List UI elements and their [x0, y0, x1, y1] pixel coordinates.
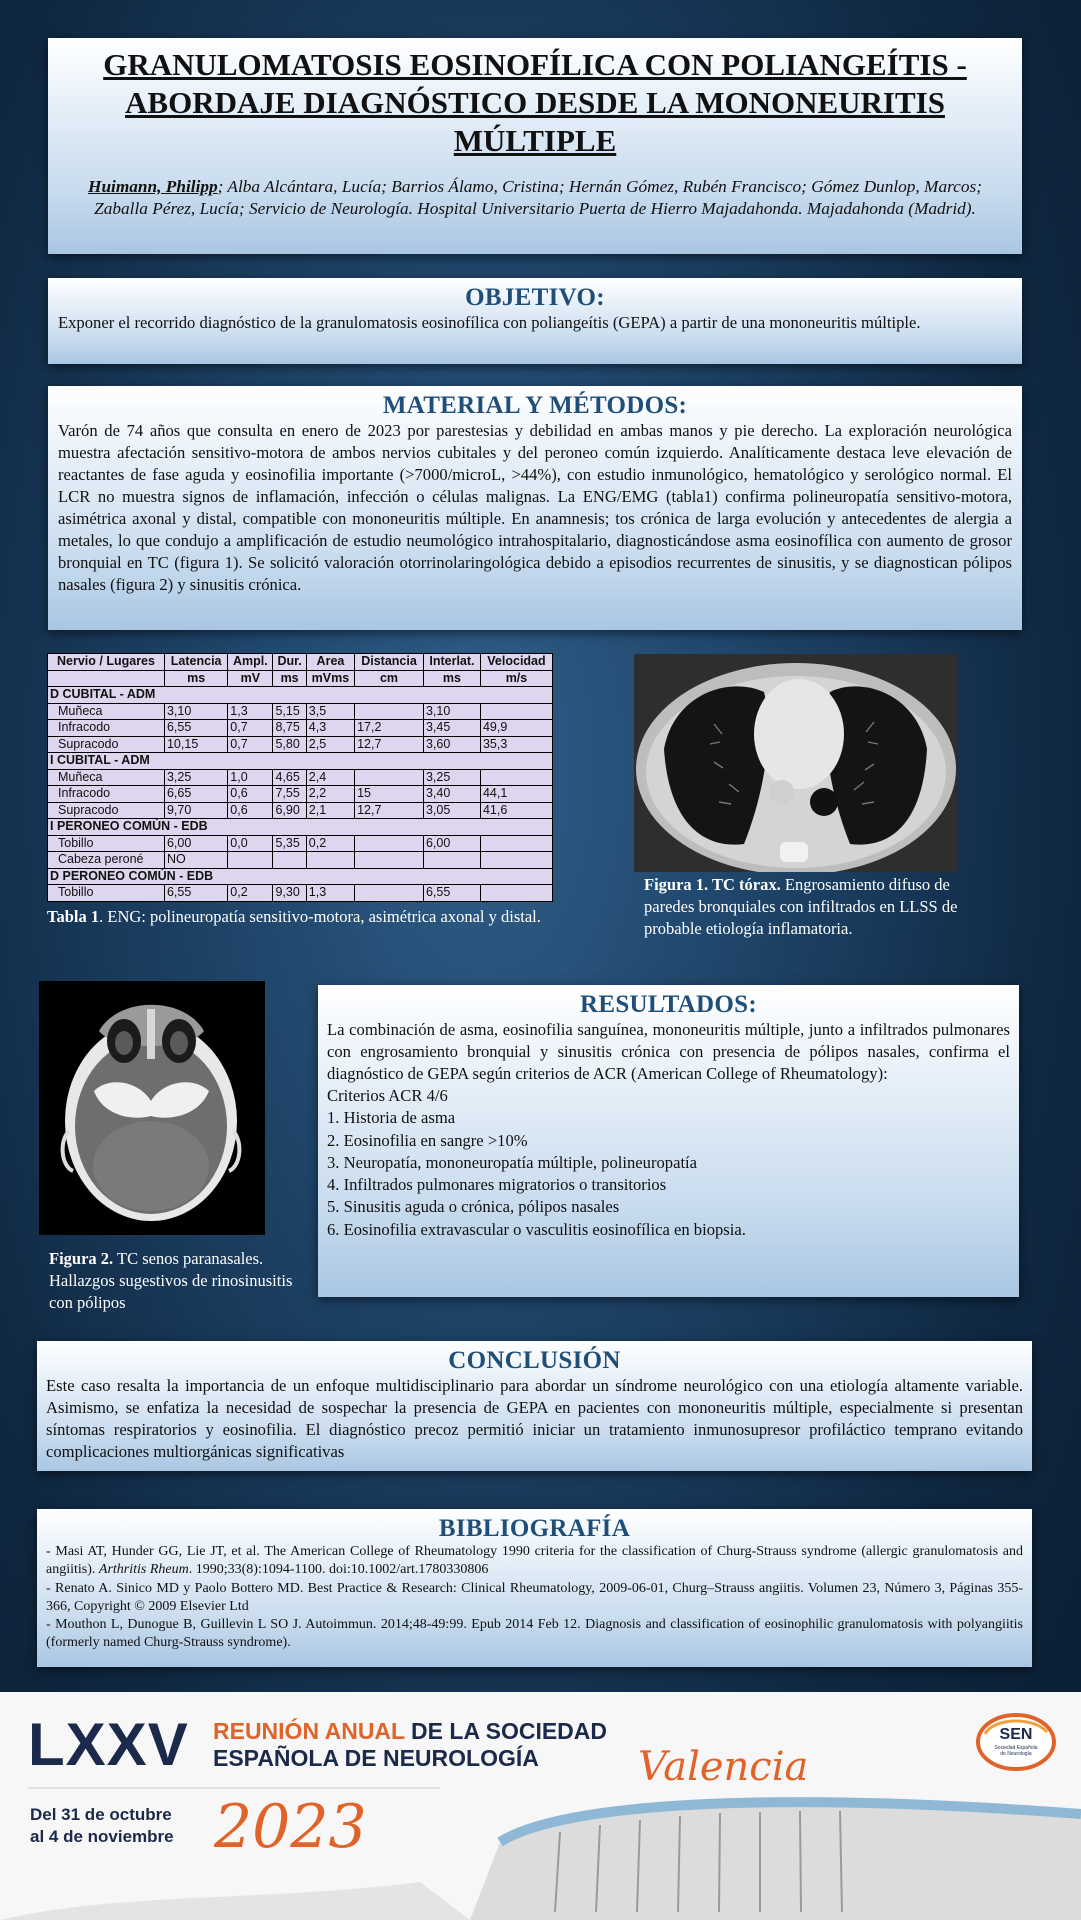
- table-header-cell: Velocidad: [480, 654, 552, 671]
- meeting-name-line-1: [213, 1718, 607, 1745]
- table-unit-cell: mV: [228, 670, 273, 687]
- eng-table-block: [47, 653, 553, 928]
- table-cell: 4,65: [273, 769, 306, 786]
- table-cell: 1,3: [306, 885, 354, 902]
- criteria-title: Criterios ACR 4/6: [327, 1086, 448, 1105]
- figure2-caption-label: Figura 2.: [49, 1249, 114, 1268]
- sen-logo-subtitle-2: de Neurología: [1000, 1751, 1032, 1757]
- table-cell: 6,00: [164, 835, 227, 852]
- table-cell: 2,4: [306, 769, 354, 786]
- table-cell: 9,30: [273, 885, 306, 902]
- table-unit-cell: m/s: [480, 670, 552, 687]
- table-section-row: [48, 687, 553, 704]
- bibliography-heading: BIBLIOGRAFÍA: [438, 1515, 631, 1542]
- table-cell: 15: [355, 786, 424, 803]
- table-unit-cell: ms: [273, 670, 306, 687]
- table-cell: 2,1: [306, 802, 354, 819]
- table-cell: [480, 769, 552, 786]
- criteria-item: 4. Infiltrados pulmonares migratorios o transitorios: [327, 1175, 667, 1195]
- table-body: [48, 687, 553, 902]
- table-header-cell: Ampl.: [228, 654, 273, 671]
- table-header-cell: Interlat.: [423, 654, 480, 671]
- table-cell: 3,05: [423, 802, 480, 819]
- table-cell: [355, 835, 424, 852]
- table-cell: 6,55: [423, 885, 480, 902]
- table-row: [48, 852, 553, 869]
- table-cell: 0,6: [228, 786, 273, 803]
- table-header-cell: Latencia: [164, 654, 227, 671]
- edition-numeral: LXXV: [28, 1711, 189, 1778]
- table-cell: 8,75: [273, 720, 306, 737]
- meeting-name-line-2: ESPAÑOLA DE NEUROLOGÍA: [213, 1745, 539, 1771]
- criteria-list: [327, 1107, 1010, 1241]
- objetivo-text: Exponer el recorrido diagnóstico de la granulomatosis eosinofílica con poliangeítis (GEPA) a partir de una mononeuritis múltiple.: [58, 313, 921, 332]
- meeting-name-navy: DE LA SOCIEDAD: [404, 1718, 607, 1744]
- table-cell: 1,0: [228, 769, 273, 786]
- figure1-caption-label: Figura 1. TC tórax.: [644, 875, 781, 894]
- table-cell: NO: [164, 852, 227, 869]
- co-authors-affiliation: ; Alba Alcántara, Lucía; Barrios Álamo, Cristina; Hernán Gómez, Rubén Francisco; Gómez Dunlop, Marcos; Zaballa Pérez, Lucía; Servicio de Neurología. Hospital Universitario Puerta de Hierro Majadahonda. Majadahonda (Madrid).: [94, 177, 982, 218]
- table-unit-cell: mVms: [306, 670, 354, 687]
- objetivo-heading: OBJETIVO:: [465, 284, 605, 311]
- reference-1: [46, 1543, 1023, 1580]
- meeting-name-orange: REUNIÓN ANUAL: [213, 1718, 405, 1744]
- conclusion-panel: [37, 1341, 1032, 1471]
- table-cell: [355, 852, 424, 869]
- meeting-date-start: Del 31 de octubre: [30, 1805, 172, 1824]
- table-cell: Tobillo: [48, 835, 165, 852]
- table-section-name: D PERONEO COMÚN - EDB: [48, 868, 553, 885]
- meeting-city: Valencia: [638, 1744, 809, 1790]
- meeting-dates: [30, 1804, 174, 1848]
- criteria-item: 1. Historia de asma: [327, 1108, 456, 1128]
- material-text: Varón de 74 años que consulta en enero de 2023 por parestesias y debilidad en ambas manos y pie derecho. La exploración neurológica muestra afectación sensitivo-motora de ambos nervios cubitales y del peroneo común izquierdo. Analíticamente destaca leve elevación de reactantes de fase aguda y eosinofilia importante (>7000/microL, >44%), con estudio inmunológico, hematológico y serológico normal. El LCR no muestra signos de inflamación, infección o células malignas. La ENG/EMG (tabla1) confirma polineuropatía sensitivo-motora, asimétrica axonal y distal, compatible con mononeuritis múltiple. En anamnesis; tos crónica de larga evolución y antecedentes de alergia a metales, lo que condujo a amplificación de estudio neumológico intrahospitalario, diagnosticándose asma eosinofílica con aumento de grosor bronquial en TC (figura 1). Se solicitó valoración otorrinolaringológica debido a episodios recurrentes de sinusitis, y se diagnostican pólipos nasales (figura 2) y sinusitis crónica.: [58, 421, 1012, 594]
- table-section-name: I CUBITAL - ADM: [48, 753, 553, 770]
- table-cell: 6,65: [164, 786, 227, 803]
- figure2-caption-text: TC senos paranasales. Hallazgos sugestivos de rinosinusitis con pólipos: [49, 1249, 293, 1312]
- material-heading: MATERIAL Y MÉTODOS:: [382, 392, 688, 419]
- meeting-year: 2023: [214, 1792, 367, 1862]
- figure2-caption: [49, 1248, 319, 1314]
- figure1-caption: [644, 874, 974, 940]
- table-cell: 1,3: [228, 703, 273, 720]
- sen-logo-subtitle-1: Sociedad Española: [994, 1745, 1038, 1751]
- table-header-cell: Area: [306, 654, 354, 671]
- resultados-heading: RESULTADOS:: [580, 991, 757, 1018]
- table-cell: Tobillo: [48, 885, 165, 902]
- table-cell: [480, 852, 552, 869]
- table-cell: 49,9: [480, 720, 552, 737]
- table-cell: 3,45: [423, 720, 480, 737]
- poster-title-line-3: MÚLTIPLE: [453, 123, 617, 158]
- table-header-cell: Dur.: [273, 654, 306, 671]
- table-row: [48, 835, 553, 852]
- table-row: [48, 885, 553, 902]
- poster-title-line-2: ABORDAJE DIAGNÓSTICO DESDE LA MONONEURITIS: [125, 85, 945, 120]
- table-cell: 0,7: [228, 720, 273, 737]
- criteria-item: 2. Eosinofilia en sangre >10%: [327, 1130, 528, 1150]
- table-cell: 3,10: [423, 703, 480, 720]
- table-cell: 6,55: [164, 885, 227, 902]
- table-cell: 12,7: [355, 802, 424, 819]
- table-caption: [47, 906, 553, 928]
- table-header-cell: Distancia: [355, 654, 424, 671]
- table-cell: Infracodo: [48, 786, 165, 803]
- table-cell: 9,70: [164, 802, 227, 819]
- table-cell: [355, 769, 424, 786]
- table-section-name: D CUBITAL - ADM: [48, 687, 553, 704]
- table-unit-cell: ms: [423, 670, 480, 687]
- table-cell: 3,25: [423, 769, 480, 786]
- table-units-row: [48, 670, 553, 687]
- table-unit-cell: cm: [355, 670, 424, 687]
- table-cell: Muñeca: [48, 703, 165, 720]
- reference-1-details: . 1990;33(8):1094-1100. doi:10.1002/art.1780330806: [188, 1562, 489, 1578]
- table-section-row: [48, 753, 553, 770]
- reference-1-text: - Masi AT, Hunder GG, Lie JT, et al. The American College of Rheumatology 1990 criteria for the classification of Churg-Strauss syndrome (allergic granulomatosis and angiitis).: [46, 1544, 1023, 1578]
- table-unit-cell: ms: [164, 670, 227, 687]
- table-cell: 0,2: [228, 885, 273, 902]
- table-cell: 6,00: [423, 835, 480, 852]
- ct-sinus-image: [39, 981, 265, 1235]
- table-cell: 3,10: [164, 703, 227, 720]
- table-cell: 6,55: [164, 720, 227, 737]
- table-unit-cell: [48, 670, 165, 687]
- table-row: [48, 703, 553, 720]
- table-cell: [480, 885, 552, 902]
- congress-banner: [0, 1692, 1081, 1920]
- criteria-item: 6. Eosinofilia extravascular o vasculitis eosinofílica en biopsia.: [327, 1219, 746, 1239]
- objetivo-panel: [48, 278, 1022, 364]
- meeting-date-end: al 4 de noviembre: [30, 1827, 174, 1846]
- lead-author: Huimann, Philipp: [88, 177, 218, 196]
- table-caption-label: Tabla 1: [47, 906, 100, 926]
- table-cell: 5,35: [273, 835, 306, 852]
- reference-2: - Renato A. Sinico MD y Paolo Bottero MD. Best Practice & Research: Clinical Rheumatology, 2009-06-01, Churg–Strauss angiitis. Volumen 23, Número 3, Páginas 355-366, Copyright © 2009 Elsevier Ltd: [46, 1580, 1023, 1614]
- table-cell: [480, 835, 552, 852]
- table-cell: [273, 852, 306, 869]
- table-row: [48, 736, 553, 753]
- table-cell: 5,80: [273, 736, 306, 753]
- sen-logo-text: SEN: [999, 1726, 1033, 1743]
- table-cell: 0,2: [306, 835, 354, 852]
- table-cell: [355, 703, 424, 720]
- table-cell: 2,2: [306, 786, 354, 803]
- reference-3: - Mouthon L, Dunogue B, Guillevin L SO J. Autoimmun. 2014;48-49:99. Epub 2014 Feb 12. Diagnosis and classification of eosinophilic granulomatosis with polyangiitis (formerly named Churg-Strauss syndrome).: [46, 1617, 1023, 1651]
- table-header-cell: Nervio / Lugares: [48, 654, 165, 671]
- table-cell: 0,7: [228, 736, 273, 753]
- resultados-panel: [318, 985, 1019, 1297]
- sen-logo: [973, 1712, 1059, 1772]
- table-cell: [306, 852, 354, 869]
- material-panel: [48, 386, 1022, 630]
- table-cell: 6,90: [273, 802, 306, 819]
- table-cell: [228, 852, 273, 869]
- table-cell: 7,55: [273, 786, 306, 803]
- table-row: [48, 720, 553, 737]
- table-cell: 3,60: [423, 736, 480, 753]
- table-cell: 2,5: [306, 736, 354, 753]
- table-cell: [423, 852, 480, 869]
- table-cell: 3,40: [423, 786, 480, 803]
- table-cell: 5,15: [273, 703, 306, 720]
- table-cell: Cabeza peroné: [48, 852, 165, 869]
- authors: [72, 176, 998, 220]
- table-cell: 4,3: [306, 720, 354, 737]
- table-cell: 12,7: [355, 736, 424, 753]
- table-section-row: [48, 868, 553, 885]
- table-cell: 10,15: [164, 736, 227, 753]
- table-caption-text: . ENG: polineuropatía sensitivo-motora, asimétrica axonal y distal.: [99, 906, 541, 926]
- table-cell: Muñeca: [48, 769, 165, 786]
- sen-logo-subtitle: [973, 1745, 1059, 1757]
- table-cell: Infracodo: [48, 720, 165, 737]
- table-cell: Supracodo: [48, 802, 165, 819]
- table-cell: [480, 703, 552, 720]
- table-cell: 44,1: [480, 786, 552, 803]
- title-panel: [48, 38, 1022, 254]
- table-cell: 0,0: [228, 835, 273, 852]
- table-cell: 41,6: [480, 802, 552, 819]
- conclusion-heading: CONCLUSIÓN: [448, 1347, 621, 1374]
- criteria-item: 5. Sinusitis aguda o crónica, pólipos nasales: [327, 1197, 620, 1217]
- table-cell: Supracodo: [48, 736, 165, 753]
- conclusion-text: Este caso resalta la importancia de un enfoque multidisciplinario para abordar un síndrome neurológico con una etiología altamente variable. Asimismo, se enfatiza la necesidad de sospechar la presencia de GEPA en pacientes con mononeuritis múltiple, especialmente si presentan síntomas respiratorios y eosinofilia. El diagnóstico precoz permitió iniciar un tratamiento inmunosupresor profiláctico temprano evitando complicaciones multiorgánicas significativas: [46, 1376, 1023, 1461]
- table-cell: 17,2: [355, 720, 424, 737]
- table-cell: 3,25: [164, 769, 227, 786]
- table-row: [48, 786, 553, 803]
- ct-thorax-image: [634, 654, 957, 872]
- eng-table: [47, 653, 553, 902]
- poster-title-line-1: GRANULOMATOSIS EOSINOFÍLICA CON POLIANGEÍTIS -: [103, 47, 967, 82]
- table-cell: 0,6: [228, 802, 273, 819]
- table-row: [48, 769, 553, 786]
- resultados-intro: La combinación de asma, eosinofilia sanguínea, mononeuritis múltiple, junto a infiltrados pulmonares con engrosamiento bronquial y sinusitis crónica con presencia de pólipos nasales, confirma el diagnóstico de GEPA según criterios de ACR (American College of Rheumatology):: [327, 1020, 1010, 1083]
- table-header-row: [48, 654, 553, 671]
- bibliography-panel: [37, 1509, 1032, 1667]
- table-cell: 3,5: [306, 703, 354, 720]
- table-row: [48, 802, 553, 819]
- table-cell: [355, 885, 424, 902]
- figure1-caption-text: Engrosamiento difuso de paredes bronquiales con infiltrados en LLSS de probable etiología inflamatoria.: [644, 875, 958, 938]
- table-section-row: [48, 819, 553, 836]
- criteria-item: 3. Neuropatía, mononeuropatía múltiple, polineuropatía: [327, 1152, 698, 1172]
- table-cell: 35,3: [480, 736, 552, 753]
- table-section-name: I PERONEO COMÚN - EDB: [48, 819, 553, 836]
- reference-1-journal: Arthritis Rheum: [98, 1562, 189, 1578]
